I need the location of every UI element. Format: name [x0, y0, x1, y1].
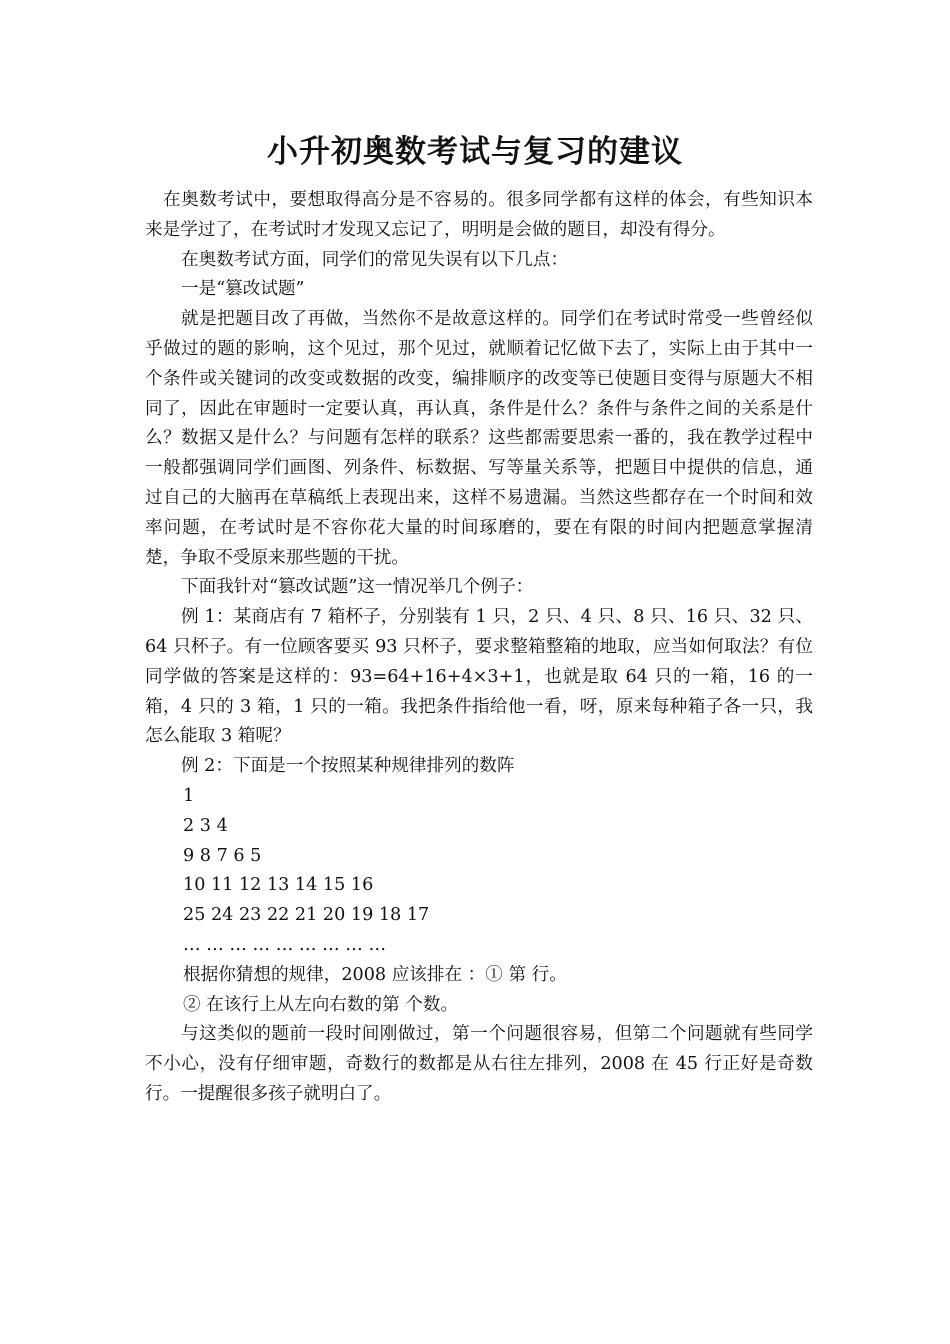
number-row: 10 11 12 13 14 15 16: [183, 875, 374, 896]
number-row: 9 8 7 6 5: [183, 845, 262, 866]
paragraph-explanation: 就是把题目改了再做，当然你不是故意这样的。同学们在考试时常受一些曾经似乎做过的题的影响，这个见过，那个见过，就顺着记忆做下去了，实际上由于其中一个条件或关键词的改变或数据的改变，编排顺序的改变等已使题目变得与原题大不相同了，因此在审题时一定要认真，再认真，条件是什么？条件与条件之间的关系是什么？数据又是什么？与问题有怎样的联系？这些都需要思索一番的，我在教学过程中一般都强调同学们画图、列条件、标数据、写等量关系等，把题目中提供的信息，通过自己的大脑再在草稿纸上表现出来，这样不易遗漏。当然这些都存在一个时间和效率问题，在考试时是不容你花大量的时间琢磨的，要在有限的时间内把题意掌握清楚，争取不受原来那些题的干扰。: [145, 309, 813, 568]
paragraph-point-one: 一是“篡改试题”: [181, 279, 305, 300]
paragraph-example-2: 例 2：下面是一个按照某种规律排列的数阵: [181, 756, 515, 777]
number-row: 25 24 23 22 21 20 19 18 17: [183, 905, 430, 926]
paragraph-examples-lead: 下面我针对“篡改试题”这一情况举几个例子：: [181, 577, 534, 598]
question-1: 根据你猜想的规律，2008 应该排在 ：① 第 行。: [183, 964, 567, 985]
document-body: [145, 186, 813, 1110]
paragraph-intro: 在奥数考试中，要想取得高分是不容易的。很多同学都有这样的体会，有些知识本来是学过了，在考试时才发现又忘记了，明明是会做的题目，却没有得分。: [145, 190, 813, 240]
number-row: 2 3 4: [183, 815, 228, 836]
number-row-ellipsis: … … … … … … … … …: [183, 934, 387, 955]
document-title: 小升初奥数考试与复习的建议: [267, 134, 683, 170]
number-row: 1: [183, 785, 195, 806]
paragraph-example-1: 例 1：某商店有 7 箱杯子，分别装有 1 只，2 只、4 只、8 只、16 只、32 只、64 只杯子。有一位顾客要买 93 只杯子，要求整箱整箱的地取，应当如何取法？有位同学做的答案是这样的：93=64+16+4×3+1，也就是取 64 只的一箱，16 的一箱，4 只的 3 箱，1 只的一箱。我把条件指给他一看，呀，原来每种箱子各一只，我怎么能取 3 箱呢？: [145, 607, 813, 747]
question-2: ② 在该行上从左向右数的第 个数。: [183, 994, 459, 1015]
paragraph-conclusion: 与这类似的题前一段时间刚做过，第一个问题很容易，但第二个问题就有些同学不小心，没有仔细审题，奇数行的数都是从右往左排列，2008 在 45 行正好是奇数行。一提醒很多孩子就明白了。: [145, 1024, 813, 1104]
paragraph-mistakes-lead: 在奥数考试方面，同学们的常见失误有以下几点：: [181, 249, 569, 270]
